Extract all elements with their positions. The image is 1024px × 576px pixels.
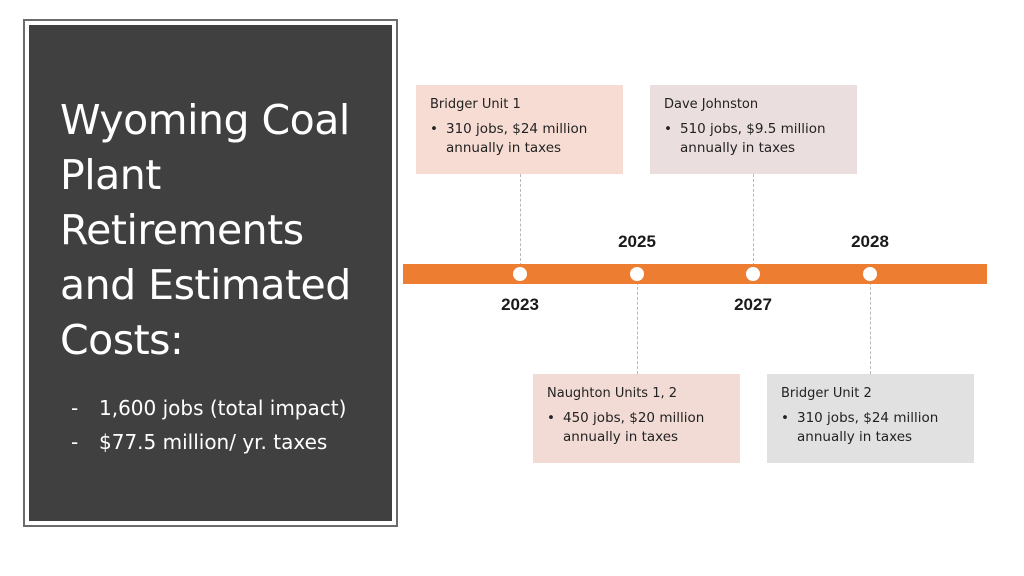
event-title: Bridger Unit 2 <box>781 386 872 401</box>
timeline-dot-2028 <box>863 267 877 281</box>
connector-2025 <box>637 282 638 374</box>
event-title: Dave Johnston <box>664 97 759 112</box>
summary-dash: - <box>71 396 79 420</box>
bullet-icon: • <box>430 121 438 137</box>
event-box-dave-johnston <box>650 85 857 174</box>
connector-2028 <box>870 282 871 374</box>
year-label-2028: 2028 <box>851 232 889 251</box>
summary-text: $77.5 million/ yr. taxes <box>99 430 328 454</box>
event-title: Bridger Unit 1 <box>430 97 521 112</box>
timeline-dot-2023 <box>513 267 527 281</box>
year-label-2025: 2025 <box>618 232 656 251</box>
summary-item-taxes <box>71 425 346 459</box>
event-title: Naughton Units 1, 2 <box>547 386 678 401</box>
timeline-dot-2027 <box>746 267 760 281</box>
summary-text: 1,600 jobs (total impact) <box>99 396 347 420</box>
connector-2027 <box>753 174 754 266</box>
event-detail <box>664 120 843 158</box>
bullet-icon: • <box>664 121 672 137</box>
year-label-2023: 2023 <box>501 295 539 314</box>
year-label-2027: 2027 <box>734 295 772 314</box>
title-panel <box>23 19 398 527</box>
event-detail <box>781 409 960 447</box>
event-box-bridger-unit-1 <box>416 85 623 174</box>
event-detail-text: 310 jobs, $24 million annually in taxes <box>446 121 588 156</box>
summary-item-jobs <box>71 391 346 425</box>
bullet-icon: • <box>781 410 789 426</box>
event-box-bridger-unit-2 <box>767 374 974 463</box>
event-detail <box>547 409 726 447</box>
event-detail-text: 310 jobs, $24 million annually in taxes <box>797 410 939 445</box>
title-panel-background <box>29 25 392 521</box>
event-box-naughton-units <box>533 374 740 463</box>
timeline-bar <box>403 264 987 284</box>
event-detail-text: 510 jobs, $9.5 million annually in taxes <box>680 121 826 156</box>
connector-2023 <box>520 174 521 266</box>
summary-list <box>71 391 346 459</box>
timeline-dot-2025 <box>630 267 644 281</box>
bullet-icon: • <box>547 410 555 426</box>
event-detail <box>430 120 609 158</box>
event-detail-text: 450 jobs, $20 million annually in taxes <box>563 410 705 445</box>
slide-title: Wyoming Coal Plant Retirements and Estimated Costs: <box>60 96 351 364</box>
summary-dash: - <box>71 430 79 454</box>
